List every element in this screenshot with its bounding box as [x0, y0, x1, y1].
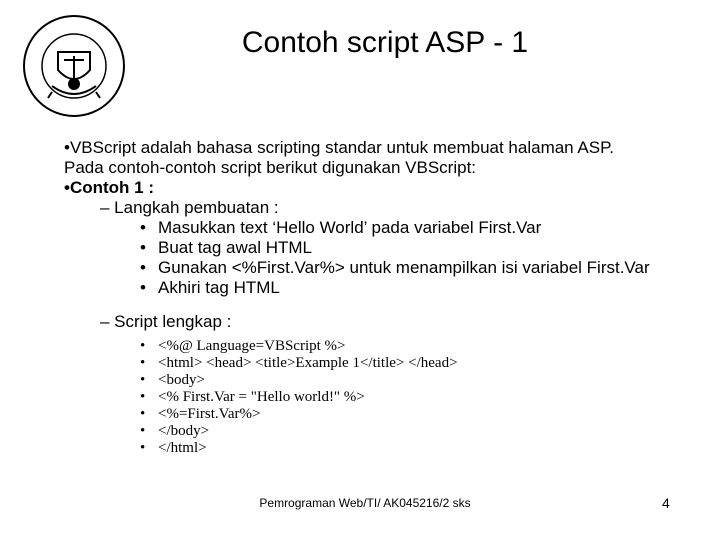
university-logo	[22, 14, 126, 118]
bullet-icon: •	[140, 278, 146, 297]
page-number: 4	[662, 495, 670, 511]
script-heading: – Script lengkap :	[100, 312, 232, 331]
bullet-icon: •	[140, 372, 146, 388]
script-line: • <% First.Var = "Hello world!" %>	[140, 389, 365, 405]
bullet-icon: •	[140, 440, 146, 456]
slide-body	[64, 138, 704, 457]
example-heading: •Contoh 1 :	[64, 178, 154, 197]
bullet-icon: •	[140, 406, 146, 422]
step-item: • Gunakan <%First.Var%> untuk menampilkan isi variabel First.Var	[140, 258, 650, 277]
script-line: • <%=First.Var%>	[140, 406, 261, 422]
script-line: • </body>	[140, 423, 210, 439]
script-line: • <html> <head> <title>Example 1</title> </head>	[140, 355, 458, 371]
script-line: • <body>	[140, 372, 205, 388]
bullet-icon: •	[140, 238, 146, 257]
step-item: • Masukkan text ‘Hello World’ pada variabel First.Var	[140, 218, 542, 237]
slide-footer: Pemrograman Web/TI/ AK045216/2 sks	[259, 496, 471, 510]
bullet-icon: •	[140, 389, 146, 405]
bullet-icon: •	[140, 258, 146, 277]
bullet-icon: •	[140, 218, 146, 237]
bullet-icon: •	[140, 338, 146, 354]
slide-title: Contoh script ASP - 1	[241, 26, 529, 59]
bullet-icon: •	[140, 355, 146, 371]
intro-line-2: Pada contoh-contoh script berikut digunakan VBScript:	[64, 158, 477, 177]
step-item: • Buat tag awal HTML	[140, 238, 313, 257]
step-item: • Akhiri tag HTML	[140, 278, 280, 297]
bullet-icon: •	[140, 423, 146, 439]
steps-heading: – Langkah pembuatan :	[100, 198, 279, 217]
script-line: • </html>	[140, 440, 207, 456]
intro-line-1: •VBScript adalah bahasa scripting standar untuk membuat halaman ASP.	[64, 138, 614, 157]
script-line: • <%@ Language=VBScript %>	[140, 338, 346, 354]
